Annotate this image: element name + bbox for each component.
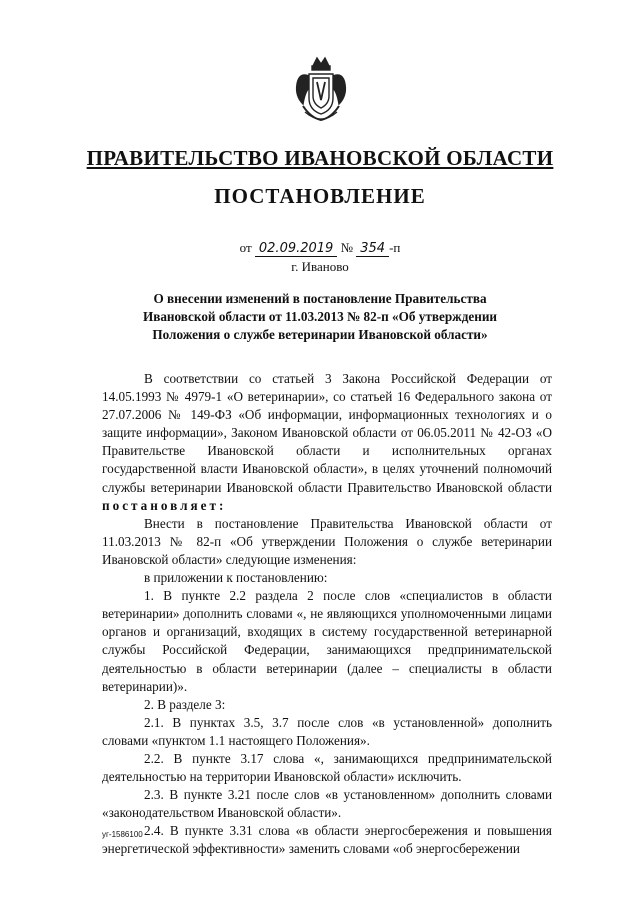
document-body: [102, 370, 552, 859]
paragraph-text: В соответствии со статьей 3 Закона Российской Федерации от 14.05.1993 № 4979-1 «О ветеринарии», со статьей 16 Федерального закона от 27.07.2006 № 149-ФЗ «Об информации, информационных технологиях и о защите информации», Законом Ивановской области от 06.05.2011 № 42-ОЗ «О Правительстве Ивановской области и исполнительных органах государственной власти Ивановской области», в целях уточнений полномочий службы ветеринарии Ивановской области Правительство Ивановской области: [102, 371, 552, 495]
coat-of-arms-emblem: [291, 52, 351, 130]
document-date: 02.09.2019: [255, 241, 337, 257]
government-title: ПРАВИТЕЛЬСТВО ИВАНОВСКОЙ ОБЛАСТИ: [86, 146, 554, 170]
number-prefix: №: [340, 240, 353, 255]
paragraph: 1. В пункте 2.2 раздела 2 после слов «специалистов в области ветеринарии» дополнить словами «, не являющихся уполномоченными лицами органов и организаций, входящих в систему государственной ветеринарной службы Российской Федерации, занимающихся предпринимательской деятельностью в области ветеринарии (далее – специалисты в области ветеринарии)».: [102, 588, 552, 694]
date-prefix: от: [239, 240, 252, 255]
footer-code: уг-1586100: [102, 830, 143, 839]
paragraph: в приложении к постановлению:: [144, 570, 328, 586]
paragraph: 2. В разделе 3:: [144, 696, 226, 712]
document-type-title: ПОСТАНОВЛЕНИЕ: [214, 184, 426, 208]
paragraph: 2.4. В пункте 3.31 слова «в области энергосбережения и повышения энергетической эффективности» заменить словами «об энергосбережении: [102, 823, 552, 857]
paragraph: [102, 370, 552, 515]
date-number-line: [0, 240, 640, 256]
decree-word: постановляет:: [102, 497, 227, 513]
document-subject: О внесении изменений в постановление Правительства Ивановской области от 11.03.2013 № 82-п «Об утверждении Положения о службе ветеринарии Ивановской области»: [142, 291, 498, 342]
paragraph: 2.2. В пункте 3.17 слова «, занимающихся предпринимательской деятельностью на территории Ивановской области» исключить.: [102, 750, 552, 785]
city: г. Иваново: [291, 259, 349, 274]
document-number: 354: [356, 241, 389, 257]
paragraph: 2.3. В пункте 3.21 после слов «в установленном» дополнить словами «законодательством Ивановской области».: [102, 787, 552, 821]
paragraph: Внести в постановление Правительства Ивановской области от 11.03.2013 № 82-п «Об утверждении Положения о службе ветеринарии Ивановской области» следующие изменения:: [102, 515, 552, 567]
paragraph: 2.1. В пунктах 3.5, 3.7 после слов «в установленной» дополнить словами «пунктом 1.1 настоящего Положения».: [102, 714, 552, 748]
number-suffix: -п: [389, 240, 401, 255]
